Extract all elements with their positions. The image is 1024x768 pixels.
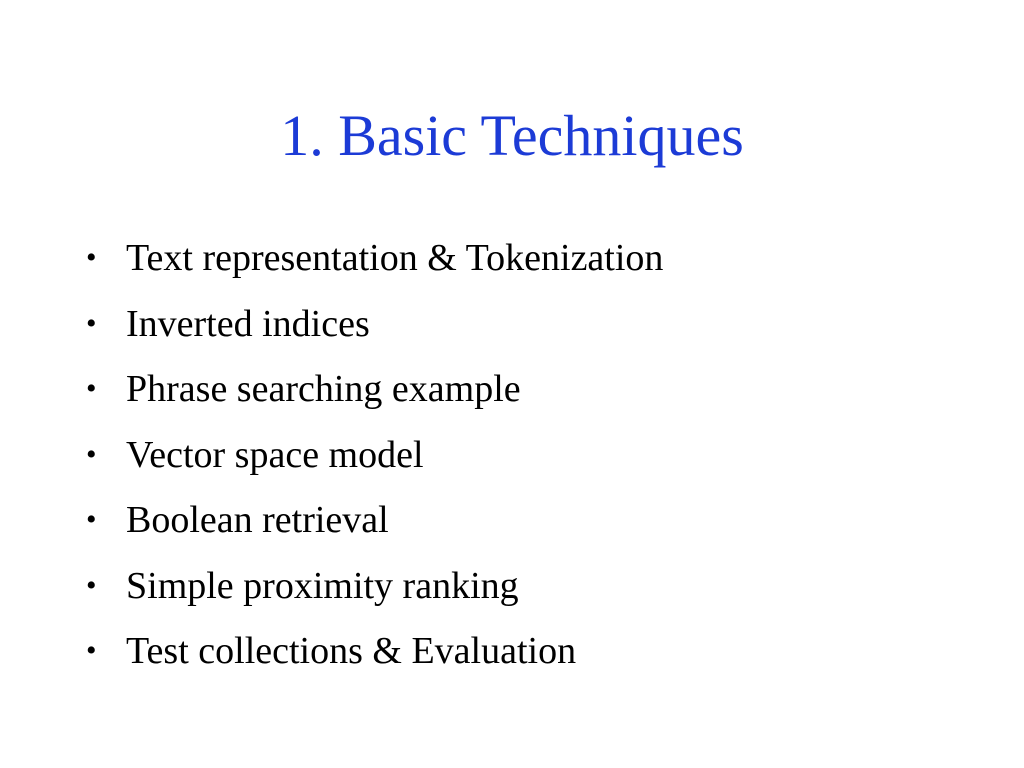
bullet-text: Inverted indices bbox=[126, 302, 370, 345]
bullet-item bbox=[86, 228, 663, 294]
bullet-item bbox=[86, 556, 663, 622]
bullet-text: Vector space model bbox=[126, 433, 424, 476]
bullet-item bbox=[86, 490, 663, 556]
bullet-item bbox=[86, 294, 663, 360]
bullet-marker: • bbox=[86, 372, 97, 405]
bullet-text: Test collections & Evaluation bbox=[126, 630, 577, 672]
bullet-text: Boolean retrieval bbox=[126, 499, 389, 541]
bullet-marker: • bbox=[86, 634, 97, 667]
bullet-marker: • bbox=[86, 306, 97, 340]
bullet-text: Phrase searching example bbox=[126, 368, 521, 410]
bullet-text: Text representation & Tokenization bbox=[126, 237, 664, 279]
bullet-item bbox=[86, 425, 663, 491]
slide-title: 1. Basic Techniques bbox=[280, 103, 744, 168]
bullet-item bbox=[86, 621, 663, 687]
bullet-text: Simple proximity ranking bbox=[126, 564, 519, 607]
bullet-marker: • bbox=[86, 241, 97, 274]
bullet-marker: • bbox=[86, 503, 97, 536]
bullet-marker: • bbox=[86, 437, 97, 471]
bullet-item bbox=[86, 359, 663, 425]
bullet-marker: • bbox=[86, 568, 97, 602]
bullet-list bbox=[86, 228, 663, 687]
